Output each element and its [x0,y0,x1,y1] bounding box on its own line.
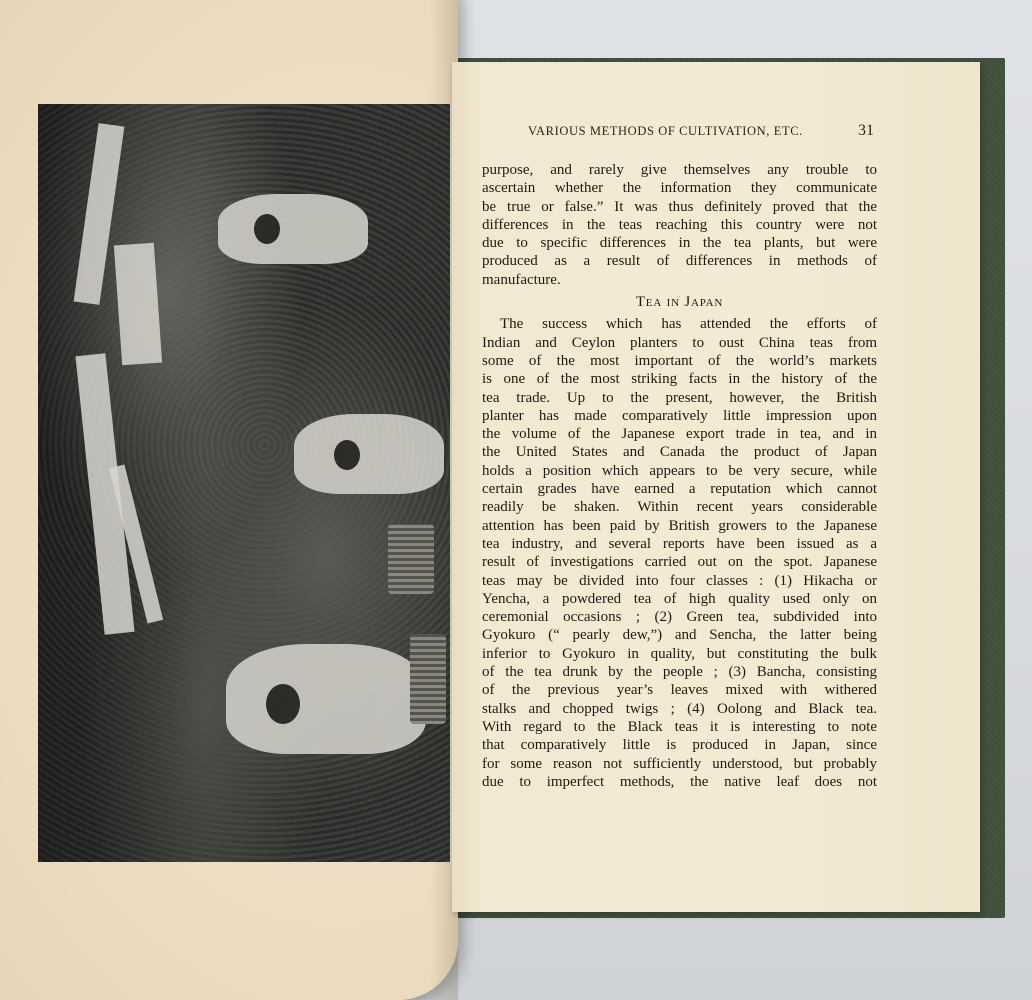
text-line: tea industry, and several reports have been issued as a [482,535,877,552]
tea-basket-1 [388,524,434,594]
text-line: holds a position which appears to be very secure, while [482,462,877,479]
text-line: teas may be divided into four classes : (1) Hikacha or [482,572,877,589]
text-line: Indian and Ceylon planters to oust China teas from [482,334,877,351]
text-line: some of the most important of the world’s markets [482,352,877,369]
text-line: due to imperfect methods, the native leaf does not [482,773,877,790]
tea-picker-head-3 [266,684,300,724]
tea-picker-figure-1 [218,194,368,264]
section-heading: Tea in Japan [635,294,724,311]
text-line: attention has been paid by British growers to the Japanese [482,517,877,534]
text-line: Yencha, a powdered tea of high quality used only on [482,590,877,607]
text-line: produced as a result of differences in methods of [482,253,877,270]
text-line: manufacture. [482,271,561,288]
tea-picker-head-1 [254,214,280,244]
tea-picker-head-2 [334,440,360,470]
text-line: With regard to the Black teas it is interesting to note [482,718,877,735]
text-line: inferior to Gyokuro in quality, but constituting the bulk [482,645,877,662]
text-line: ascertain whether the information they communicate [482,180,877,197]
text-line: stalks and chopped twigs ; (4) Oolong and Black tea. [482,700,877,717]
text-line: due to specific differences in the tea plants, but were [482,235,877,252]
body-text [482,161,877,791]
tea-picker-figure-3 [226,644,426,754]
text-line: the volume of the Japanese export trade in tea, and in [482,426,877,443]
text-line: certain grades have earned a reputation which cannot [482,481,877,498]
text-line: of the previous year’s leaves mixed with withered [482,682,877,699]
running-head: VARIOUS METHODS OF CULTIVATION, ETC. [528,124,803,138]
text-line: for some reason not sufficiently understood, but probably [482,755,877,772]
text-line: is one of the most striking facts in the history of the [482,371,877,388]
text-line: of the tea drunk by the people ; (3) Bancha, consisting [482,664,877,681]
right-page [452,62,980,912]
text-line: the United States and Canada the product of Japan [482,444,877,461]
text-line: purpose, and rarely give themselves any trouble to [482,162,877,178]
text-line: differences in the teas reaching this country were not [482,216,877,233]
text-line: Gyokuro (“ pearly dew,”) and Sencha, the latter being [482,627,877,644]
text-line: result of investigations carried out on the spot. Japanese [482,554,877,571]
text-line: that comparatively little is produced in Japan, since [482,737,877,754]
tea-pickers-photograph [38,104,450,862]
shed-roof-middle [114,243,162,365]
tea-picker-figure-2 [294,414,444,494]
text-line: planter has made comparatively little impression upon [482,407,877,424]
text-line: The success which has attended the efforts of [500,316,877,333]
page-number: 31 [858,122,874,139]
text-line: be true or false.” It was thus definitely proved that the [482,198,877,215]
text-line: readily be shaken. Within recent years considerable [482,499,877,516]
text-line: ceremonial occasions ; (2) Green tea, subdivided into [482,609,877,626]
text-line: tea trade. Up to the present, however, the British [482,389,877,406]
tea-basket-2 [410,634,446,724]
